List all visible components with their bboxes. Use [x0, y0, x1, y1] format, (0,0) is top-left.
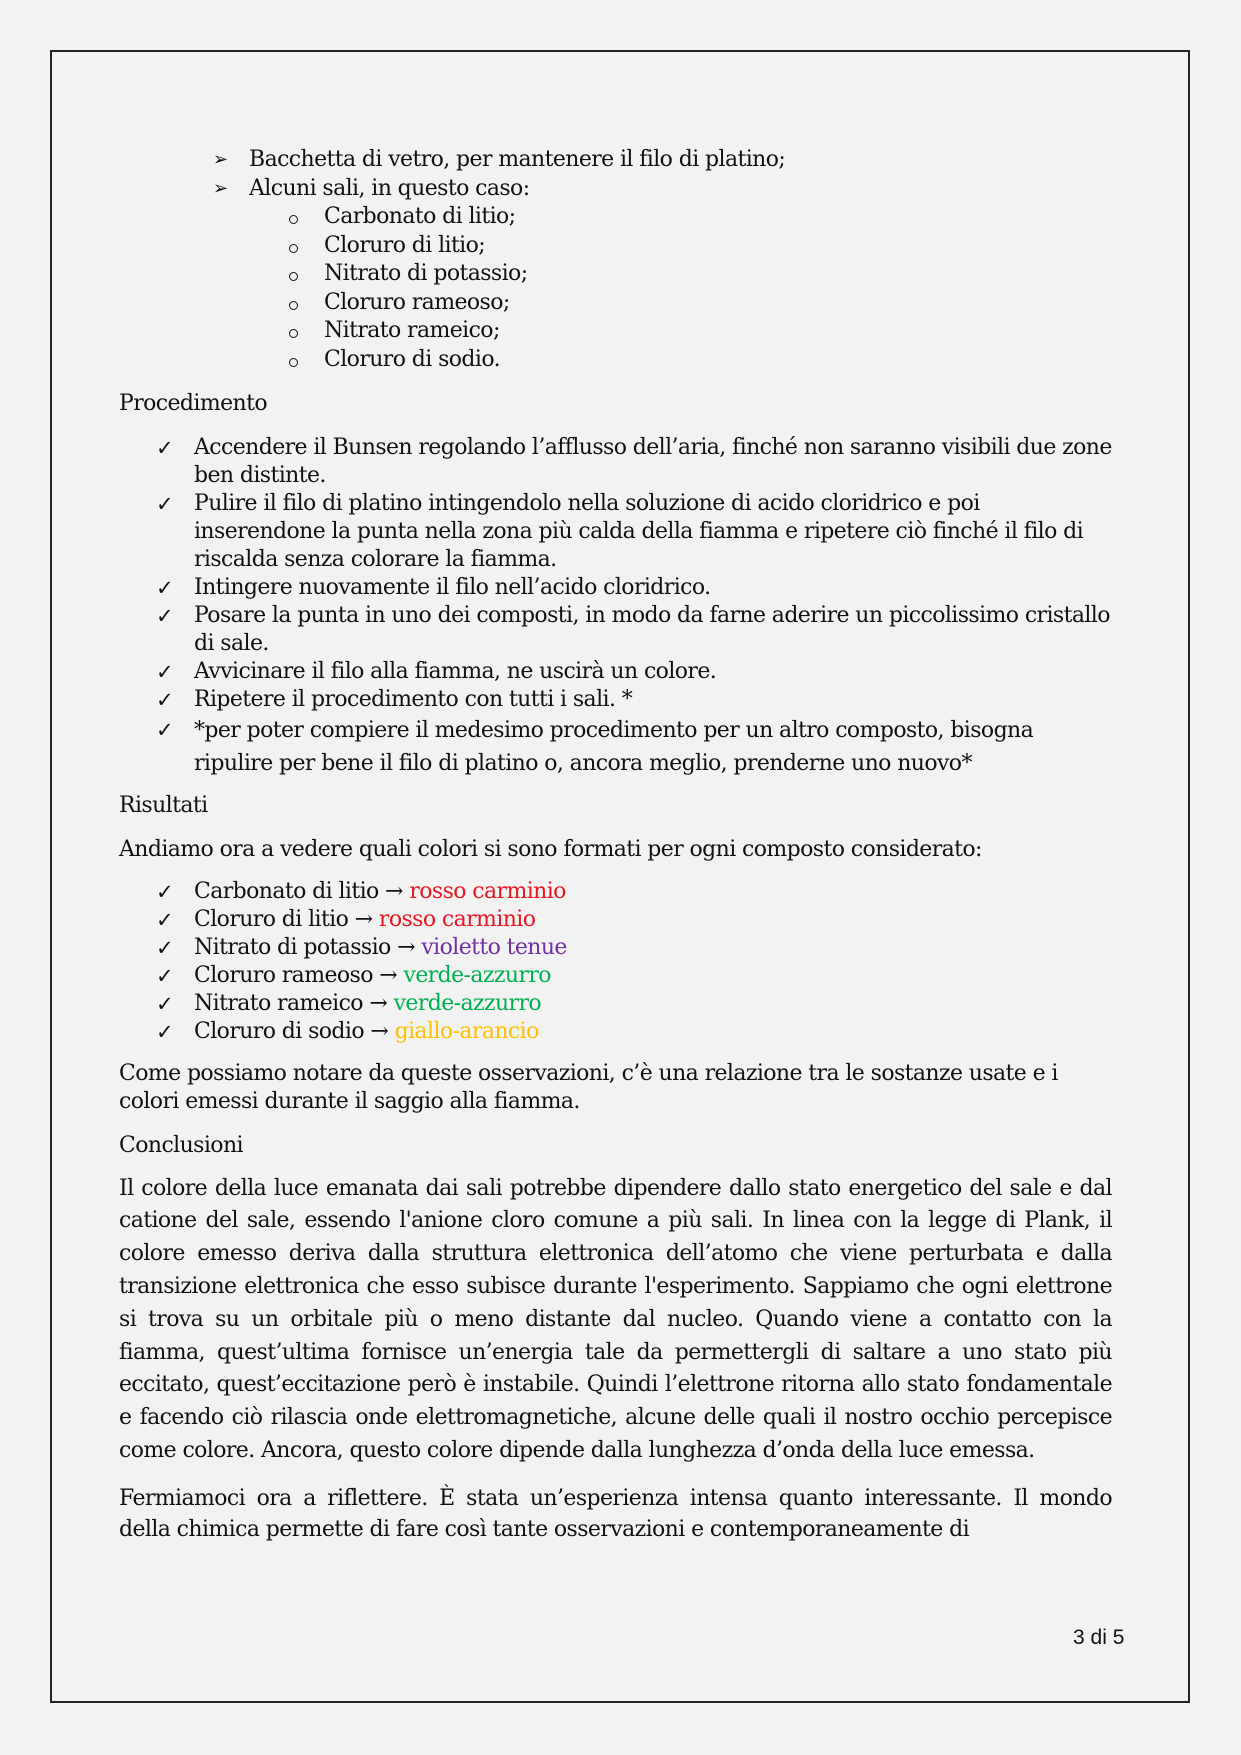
flame-color-text: rosso carminio	[409, 878, 566, 904]
checkmark-icon: ✓	[156, 603, 173, 628]
step-text: Avvicinare il filo alla fiamma, ne uscirà un colore.	[194, 658, 717, 684]
compound-text: Carbonato di litio →	[194, 878, 403, 904]
material-text: Bacchetta di vetro, per mantenere il filo di platino;	[249, 147, 786, 172]
step-text: Pulire il filo di platino intingendolo nella soluzione di acido cloridrico e poi inserendone la punta nella zona più calda della fiamma e ripetere ciò finché il filo di riscalda senza colorare la fiamma.	[194, 490, 1084, 572]
list-item	[156, 658, 1112, 686]
results-intro: Andiamo ora a vedere quali colori si sono formati per ogni composto considerato:	[119, 836, 982, 862]
list-item	[156, 934, 1112, 962]
flame-color-text: giallo-arancio	[394, 1018, 539, 1044]
material-text: Alcuni sali, in questo caso:	[249, 176, 530, 201]
compound-text: Nitrato di potassio →	[194, 934, 415, 960]
compound-text: Cloruro di sodio →	[194, 1018, 389, 1044]
salt-text: Cloruro di litio;	[324, 232, 486, 258]
salt-text: Carbonato di litio;	[324, 204, 516, 229]
step-text: *per poter compiere il medesimo procedimento per un altro composto, bisogna ripulire per bene il filo di platino o, ancora meglio, prenderne uno nuovo*	[194, 717, 1034, 776]
materials-list	[119, 145, 1112, 375]
checkmark-icon: ✓	[156, 1019, 173, 1044]
list-item	[324, 346, 1112, 375]
reflection-paragraph: Fermiamoci ora a riflettere. È stata un’esperienza intensa quanto interessante. Il mondo della chimica permette di fare così tante osservazioni e contemporaneamente di	[119, 1485, 1112, 1542]
checkmark-icon: ✓	[156, 717, 173, 742]
list-item	[324, 232, 1112, 261]
circle-bullet-icon	[289, 358, 298, 367]
arrow-bullet-icon: ➢	[213, 178, 228, 199]
flame-color-text: verde-azzurro	[403, 962, 551, 988]
list-item	[156, 878, 1112, 906]
salt-text: Nitrato rameico;	[324, 318, 500, 344]
list-item	[156, 1018, 1112, 1046]
checkmark-icon: ✓	[156, 935, 173, 960]
list-item	[156, 714, 1112, 780]
salt-text: Nitrato di potassio;	[324, 261, 528, 287]
list-item	[213, 145, 1112, 174]
section-heading-risultati: Risultati	[119, 792, 208, 818]
page-number: 3 di 5	[1073, 1626, 1125, 1649]
salt-text: Cloruro rameoso;	[324, 289, 510, 315]
list-item	[213, 174, 1112, 375]
list-item	[324, 317, 1112, 346]
compound-text: Cloruro di litio →	[194, 906, 373, 932]
step-text: Accendere il Bunsen regolando l’afflusso dell’aria, finché non saranno visibili due zone ben distinte.	[194, 434, 1112, 488]
step-text: Posare la punta in uno dei composti, in modo da farne aderire un piccolissimo cristallo di sale.	[194, 602, 1110, 656]
checkmark-icon: ✓	[156, 659, 173, 684]
checkmark-icon: ✓	[156, 575, 173, 600]
circle-bullet-icon	[289, 244, 298, 253]
circle-bullet-icon	[289, 329, 298, 338]
salt-text: Cloruro di sodio.	[324, 346, 500, 372]
flame-color-text: verde-azzurro	[393, 990, 542, 1016]
list-item	[324, 289, 1112, 318]
list-item	[324, 260, 1112, 289]
checkmark-icon: ✓	[156, 991, 173, 1016]
list-item	[156, 574, 1112, 602]
checkmark-icon: ✓	[156, 963, 173, 988]
results-list	[119, 878, 1112, 1046]
list-item	[156, 962, 1112, 990]
circle-bullet-icon	[289, 301, 298, 310]
list-item	[156, 602, 1112, 658]
step-text: Intingere nuovamente il filo nell’acido cloridrico.	[194, 574, 711, 600]
salts-list	[249, 203, 1112, 375]
compound-text: Cloruro rameoso →	[194, 962, 398, 988]
section-heading-conclusioni: Conclusioni	[119, 1132, 243, 1158]
flame-color-text: violetto tenue	[421, 934, 567, 960]
checkmark-icon: ✓	[156, 907, 173, 932]
list-item	[156, 686, 1112, 714]
list-item	[324, 203, 1112, 232]
checkmark-icon: ✓	[156, 879, 173, 904]
step-text: Ripetere il procedimento con tutti i sali. *	[194, 686, 633, 712]
list-item	[156, 990, 1112, 1018]
document-body	[119, 145, 1112, 1545]
list-item	[156, 490, 1112, 574]
results-note: Come possiamo notare da queste osservazioni, c’è una relazione tra le sostanze usate e i colori emessi durante il saggio alla fiamma.	[119, 1060, 1058, 1114]
checkmark-icon: ✓	[156, 435, 173, 460]
list-item	[156, 434, 1112, 490]
list-item	[156, 906, 1112, 934]
circle-bullet-icon	[289, 272, 298, 281]
checkmark-icon: ✓	[156, 687, 173, 712]
arrow-bullet-icon: ➢	[213, 149, 228, 170]
checkmark-icon: ✓	[156, 491, 173, 516]
conclusion-paragraph: Il colore della luce emanata dai sali potrebbe dipendere dallo stato energetico del sale e dal catione del sale, essendo l'anione cloro comune a più sali. In linea con la legge di Plank, il colore emesso deriva dalla struttura elettronica dell’atomo che viene perturbata e dalla transizione elettronica che esso subisce durante l'esperimento. Sappiamo che ogni elettrone si trova su un orbitale più o meno distante dal nucleo. Quando viene a contatto con la fiamma, quest’ultima fornisce un’energia tale da permettergli di saltare a uno stato più eccitato, quest’eccitazione però è instabile. Quindi l’elettrone ritorna allo stato fondamentale e facendo ciò rilascia onde elettromagnetiche, alcune delle quali il nostro occhio percepisce come colore. Ancora, questo colore dipende dalla lunghezza d’onda della luce emessa.	[119, 1175, 1112, 1463]
section-heading-procedimento: Procedimento	[119, 390, 267, 416]
procedure-list	[119, 434, 1112, 780]
circle-bullet-icon	[289, 215, 298, 224]
compound-text: Nitrato rameico →	[194, 990, 388, 1016]
flame-color-text: rosso carminio	[378, 906, 536, 932]
